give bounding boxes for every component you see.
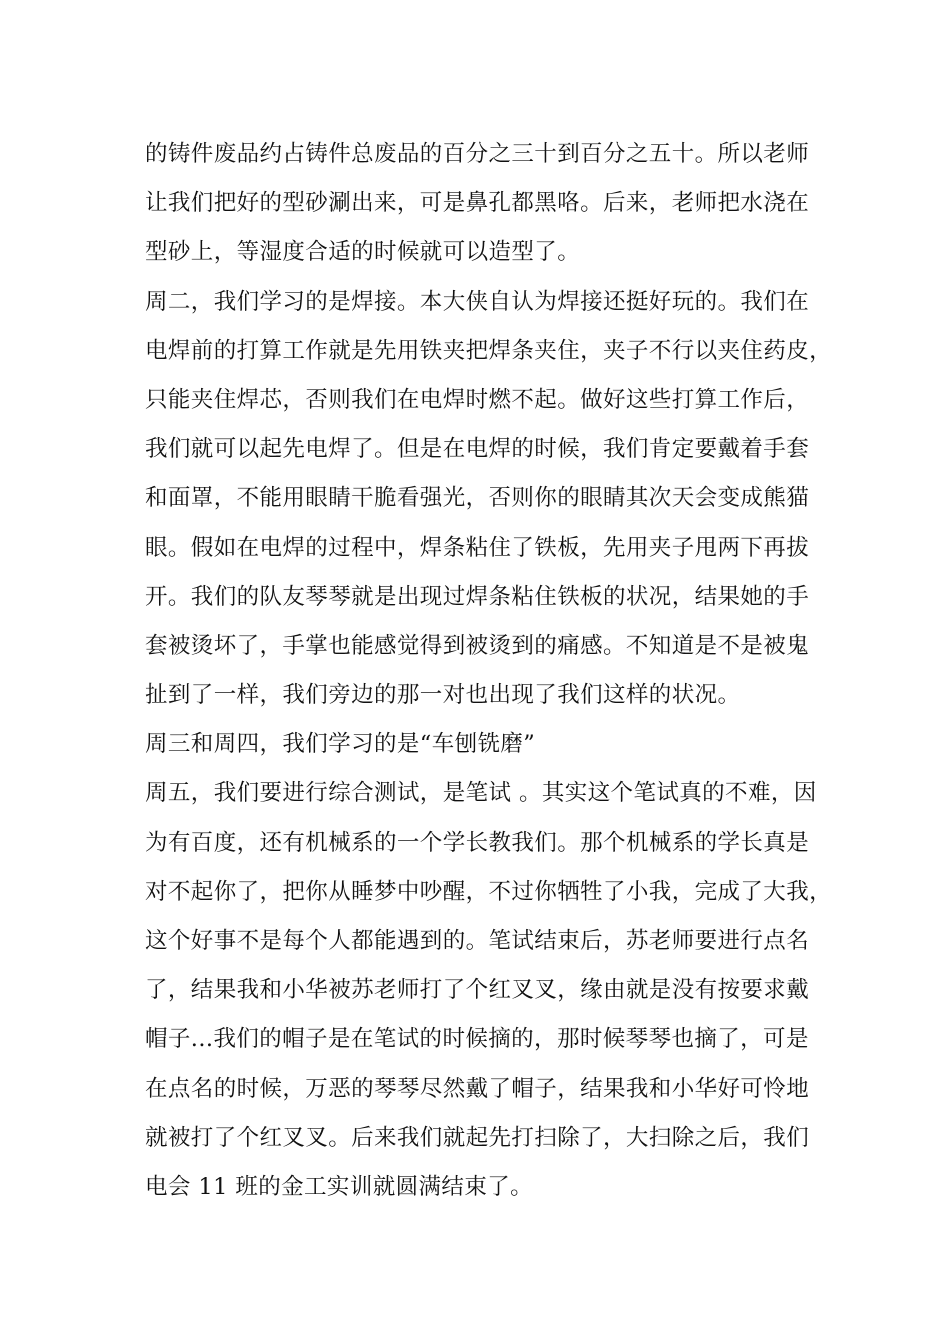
text-line: 让我们把好的型砂涮出来，可是鼻孔都黑咯。后来，老师把水浇在 xyxy=(145,190,810,217)
text-line: 在点名的时候，万恶的琴琴尽然戴了帽子，结果我和小华好可怜地 xyxy=(145,1075,810,1102)
text-line: 为有百度，还有机械系的一个学长教我们。那个机械系的学长真是 xyxy=(145,829,810,856)
text-line: 扯到了一样，我们旁边的那一对也出现了我们这样的状况。 xyxy=(145,682,741,709)
text-line: 眼。假如在电焊的过程中，焊条粘住了铁板，先用夹子甩两下再拔 xyxy=(145,534,810,561)
text-line: 套被烫坏了，手掌也能感觉得到被烫到的痛感。不知道是不是被鬼 xyxy=(145,632,810,659)
text-line: 开。我们的队友琴琴就是出现过焊条粘住铁板的状况，结果她的手 xyxy=(145,583,810,610)
text-line: 这个好事不是每个人都能遇到的。笔试结束后，苏老师要进行点名 xyxy=(145,928,810,954)
text-line: 电会 11 班的金工实训就圆满结束了。 xyxy=(145,1173,534,1200)
text-line: 周三和周四，我们学习的是“车刨铣磨” xyxy=(145,731,536,758)
text-line: 和面罩，不能用眼睛干脆看强光，否则你的眼睛其次天会变成熊猫 xyxy=(145,485,810,512)
text-line: 了，结果我和小华被苏老师打了个红叉叉，缘由就是没有按要求戴 xyxy=(145,977,810,1004)
text-line: 周二，我们学习的是焊接。本大侠自认为焊接还挺好玩的。我们在 xyxy=(145,288,810,315)
text-line: 型砂上，等湿度合适的时候就可以造型了。 xyxy=(145,239,581,266)
text-line: 只能夹住焊芯，否则我们在电焊时燃不起。做好这些打算工作后， xyxy=(145,386,810,413)
text-line: 我们就可以起先电焊了。但是在电焊的时候，我们肯定要戴着手套 xyxy=(145,436,810,463)
text-line: 对不起你了，把你从睡梦中吵醒，不过你牺牲了小我，完成了大我， xyxy=(145,878,833,905)
text-line: 的铸件废品约占铸件总废品的百分之三十到百分之五十。所以老师 xyxy=(145,141,810,167)
text-line: 就被打了个红叉叉。后来我们就起先打扫除了，大扫除之后，我们 xyxy=(145,1124,810,1151)
text-line: 帽子...我们的帽子是在笔试的时候摘的，那时候琴琴也摘了，可是 xyxy=(145,1026,809,1053)
text-line: 周五，我们要进行综合测试，是笔试 。其实这个笔试真的不难，因 xyxy=(145,780,817,807)
text-line: 电焊前的打算工作就是先用铁夹把焊条夹住，夹子不行以夹住药皮， xyxy=(145,337,833,364)
document-body xyxy=(145,130,835,1212)
